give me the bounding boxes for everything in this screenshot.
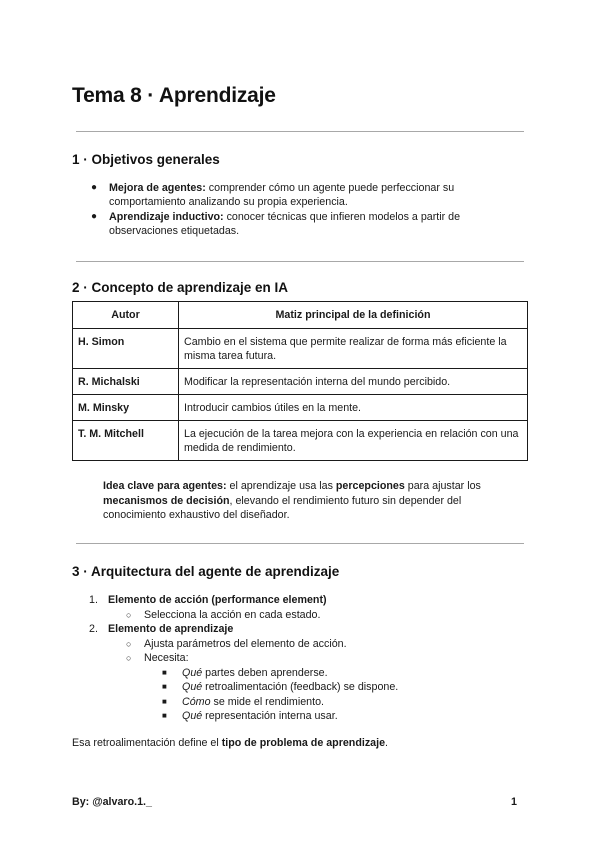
item-term: Aprendizaje inductivo: (109, 211, 224, 223)
note-label: Idea clave para agentes: (103, 480, 227, 492)
closing-bold: tipo de problema de aprendizaje (221, 737, 386, 749)
author-cell: R. Michalski (73, 369, 179, 395)
definition-cell: Modificar la representación interna del mundo percibido. (179, 369, 528, 395)
note-text: el aprendizaje usa las (226, 480, 336, 492)
author-cell: H. Simon (73, 329, 179, 369)
square-bullet-icon: ■ (162, 696, 167, 706)
sub-list (108, 608, 512, 623)
item-text: conocer técnicas que infieren modelos a partir de observaciones etiquetadas. (109, 211, 461, 237)
document-title: Tema 8 · Aprendizaje (72, 84, 276, 107)
objectives-list (72, 181, 512, 239)
sub-list (108, 637, 512, 724)
bullet-icon: ● (91, 182, 98, 193)
divider (76, 261, 524, 262)
closing-end: . (385, 737, 389, 749)
list-item (72, 181, 512, 209)
author-cell: T. M. Mitchell (73, 421, 179, 461)
need-text: retroalimentación (feedback) se dispone. (202, 681, 399, 693)
circle-bullet-icon: ○ (126, 653, 132, 663)
bullet-icon: ● (91, 211, 98, 222)
note-bold: percepciones (335, 480, 405, 492)
footer-author: By: @alvaro.1._ (72, 796, 152, 808)
definitions-table (72, 301, 528, 461)
item-number: 2. (89, 623, 98, 635)
definition-cell: Introducir cambios útiles en la mente. (179, 395, 528, 421)
closing-paragraph (72, 737, 388, 749)
definition-cell: La ejecución de la tarea mejora con la experiencia en relación con una medida de rendimiento. (179, 421, 528, 461)
square-bullet-icon: ■ (162, 667, 167, 677)
need-text: se mide el rendimiento. (210, 695, 324, 708)
item-title: Elemento de aprendizaje (108, 623, 234, 635)
need-item (144, 709, 512, 724)
table-row (73, 421, 528, 461)
sub-item (108, 651, 512, 724)
closing-text: Esa retroalimentación define el (72, 737, 222, 749)
author-cell: M. Minsky (73, 395, 179, 421)
list-item (72, 210, 512, 238)
list-item (72, 622, 512, 724)
note-text: , elevando el rendimiento futuro sin depender del conocimiento exhaustivo del diseñador. (103, 494, 462, 521)
sub-item-text: Selecciona la acción en cada estado. (144, 608, 321, 621)
circle-bullet-icon: ○ (126, 609, 132, 620)
note-bold: mecanismos de decisión (103, 494, 230, 507)
need-word: Qué (182, 710, 203, 722)
sub-item-text: Ajusta parámetros del elemento de acción. (144, 637, 347, 650)
column-header-matiz: Matiz principal de la definición (179, 302, 528, 329)
table-header-row (73, 302, 528, 329)
architecture-list (72, 593, 512, 724)
page-number: 1 (511, 796, 517, 808)
definition-cell: Cambio en el sistema que permite realizar de forma más eficiente la misma tarea futura. (179, 329, 528, 369)
need-word: Cómo (182, 695, 211, 708)
table-row (73, 329, 528, 369)
divider (76, 131, 524, 132)
need-item (144, 666, 512, 681)
item-number: 1. (89, 594, 98, 606)
item-title: Elemento de acción (performance element) (108, 594, 327, 606)
section-heading-concepto: 2 · Concepto de aprendizaje en IA (72, 280, 289, 295)
need-item (144, 680, 512, 695)
table-row (73, 395, 528, 421)
need-text: partes deben aprenderse. (202, 666, 328, 679)
note-text: para ajustar los (404, 480, 481, 492)
table-row (73, 369, 528, 395)
sub-item (108, 637, 512, 652)
divider (76, 543, 524, 544)
need-word: Qué (182, 666, 203, 679)
section-heading-arquitectura: 3 · Arquitectura del agente de aprendizaje (72, 564, 340, 579)
square-bullet-icon: ■ (162, 682, 167, 691)
need-item (144, 695, 512, 710)
section-heading-objetivos: 1 · Objetivos generales (72, 152, 220, 167)
item-text: comprender cómo un agente puede perfeccionar su comportamiento analizando su propia experiencia. (109, 182, 455, 208)
needs-list (144, 666, 512, 724)
item-term: Mejora de agentes: (109, 182, 206, 194)
key-idea-note (103, 479, 503, 523)
column-header-autor: Autor (73, 302, 179, 329)
square-bullet-icon: ■ (162, 711, 167, 720)
need-text: representación interna usar. (202, 710, 338, 722)
sub-item-text: Necesita: (144, 652, 189, 664)
need-word: Qué (182, 681, 203, 693)
sub-item (108, 608, 512, 623)
list-item (72, 593, 512, 622)
circle-bullet-icon: ○ (126, 638, 132, 649)
